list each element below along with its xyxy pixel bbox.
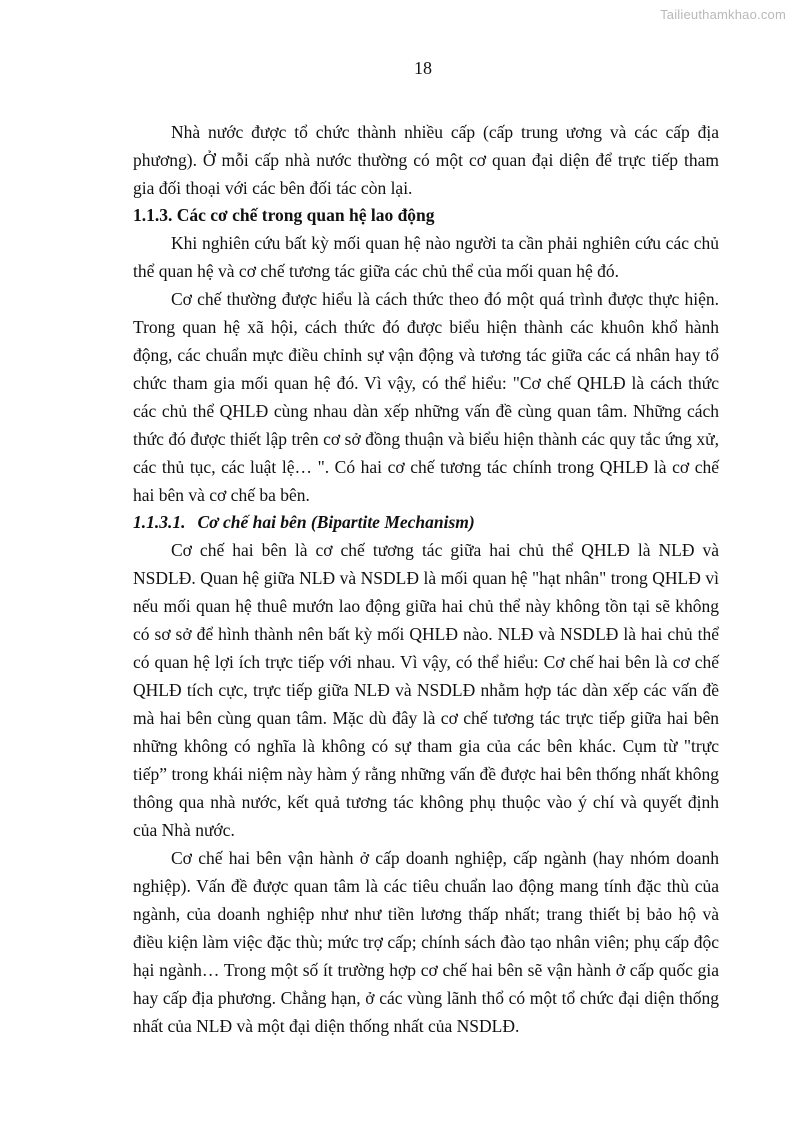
paragraph: Cơ chế hai bên là cơ chế tương tác giữa hai chủ thể QHLĐ là NLĐ và NSDLĐ. Quan hệ giữa NLĐ và NSDLĐ là mối quan hệ "hạt nhân" trong QHLĐ vì nếu mối quan hệ thuê mướn lao động giữa hai chủ thể này không tồn tại sẽ không có sơ sở để hình thành nên bất kỳ mối QHLĐ nào. NLĐ và NSDLĐ là hai chủ thể có quan hệ lợi ích trực tiếp với nhau. Vì vậy, có thể hiểu: Cơ chế hai bên là cơ chế QHLĐ tích cực, trực tiếp giữa NLĐ và NSDLĐ nhằm hợp tác dàn xếp các vấn đề mà hai bên cùng quan tâm. Mặc dù đây là cơ chế tương tác trực tiếp giữa hai bên những không có nghĩa là không có sự tham gia của các bên khác. Cụm từ "trực tiếp” trong khái niệm này hàm ý rằng những vấn đề được hai bên thống nhất không thông qua nhà nước, kết quả tương tác không phụ thuộc vào ý chí và quyết định của Nhà nước. (133, 540, 719, 840)
paragraph: Cơ chế hai bên vận hành ở cấp doanh nghiệp, cấp ngành (hay nhóm doanh nghiệp). Vấn đề được quan tâm là các tiêu chuẩn lao động mang tính đặc thù của ngành, của doanh nghiệp như như tiền lương thấp nhất; trang thiết bị bảo hộ và điều kiện làm việc đặc thù; mức trợ cấp; chính sách đào tạo nhân viên; phụ cấp độc hại ngành… Trong một số ít trường hợp cơ chế hai bên sẽ vận hành ở cấp quốc gia hay cấp địa phương. Chẳng hạn, ở các vùng lãnh thổ có một tổ chức đại diện thống nhất của NLĐ và một đại diện thống nhất của NSDLĐ. (133, 848, 719, 1036)
subsection-heading (133, 509, 719, 536)
subsection-number: 1.1.3.1. (133, 512, 186, 532)
paragraph: Nhà nước được tổ chức thành nhiều cấp (cấp trung ương và các cấp địa phương). Ở mỗi cấp nhà nước thường có một cơ quan đại diện để trực tiếp tham gia đối thoại với các bên đối tác còn lại. (133, 122, 719, 198)
watermark: Tailieuthamkhao.com (660, 7, 786, 22)
paragraph: Cơ chế thường được hiểu là cách thức theo đó một quá trình được thực hiện. Trong quan hệ xã hội, cách thức đó được biểu hiện thành các khuôn khổ hành động, các chuẩn mực điều chỉnh sự vận động và tương tác giữa các cá nhân hay tổ chức tham gia mối quan hệ đó. Vì vậy, có thể hiểu: "Cơ chế QHLĐ là cách thức các chủ thể QHLĐ cùng nhau dàn xếp những vấn đề cùng quan tâm. Những cách thức đó được thiết lập trên cơ sở đồng thuận và biểu hiện thành các quy tắc ứng xử, các thủ tục, các luật lệ… ". Có hai cơ chế tương tác chính trong QHLĐ là cơ chế hai bên và cơ chế ba bên. (133, 289, 719, 505)
paragraph: Khi nghiên cứu bất kỳ mối quan hệ nào người ta cần phải nghiên cứu các chủ thể quan hệ và cơ chế tương tác giữa các chủ thể của mối quan hệ đó. (133, 233, 719, 281)
document-body (133, 118, 719, 1040)
section-heading: 1.1.3. Các cơ chế trong quan hệ lao động (133, 205, 435, 225)
page-number: 18 (414, 58, 432, 78)
subsection-title: Cơ chế hai bên (Bipartite Mechanism) (197, 512, 475, 532)
